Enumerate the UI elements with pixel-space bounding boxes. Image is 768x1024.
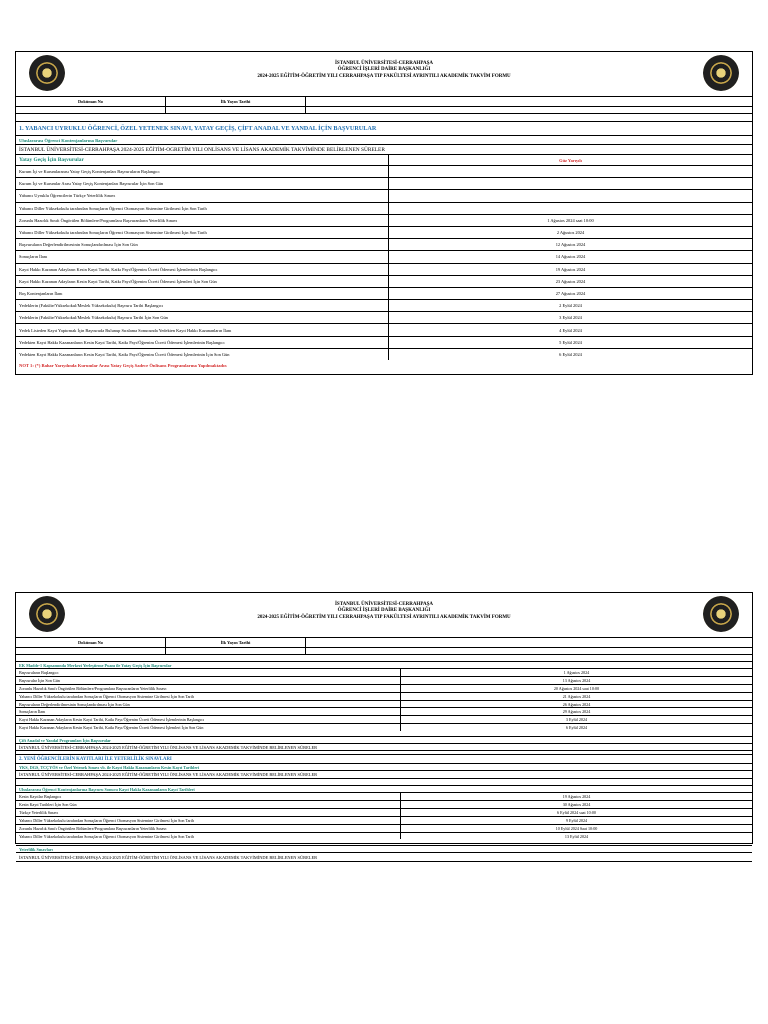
row-date: 19 Ağustos 2024 <box>555 266 586 272</box>
row-date: 14 Ağustos 2024 <box>555 254 586 260</box>
table-row <box>16 677 752 685</box>
table-row <box>16 166 752 178</box>
row-label: Kesin Kayıt Tarihleri İçin Son Gün <box>16 801 401 808</box>
row-label: Zorunlu Hazırlık Sınıfı Öngörülen Bölümlere/Programlara Başvuranların Yeterlilik Sınavı <box>16 685 401 692</box>
row-label: Başvuruların Başlangıcı <box>16 669 401 676</box>
table-row <box>16 203 752 215</box>
row-date <box>389 203 752 214</box>
table-row <box>16 349 752 360</box>
section-title: 1. YABANCI UYRUKLU ÖĞRENCİ, ÖZEL YETENEK SINAVI, YATAY GEÇİŞ, ÇİFT ANADAL VE YANDAL İÇİN BAŞVURULAR <box>16 122 752 136</box>
row-date: 6 Eylül 2024 <box>565 725 588 731</box>
row-label: Başvuruların Değerlendirilmesinin Sonuçlandırılması İçin Son Gün <box>16 701 401 708</box>
table-row <box>16 324 752 336</box>
table-row <box>16 833 752 840</box>
table-row <box>16 264 752 276</box>
table-row <box>16 288 752 300</box>
row-label: Yedekten Kayıt Hakkı Kazananların Kesin Kayıt Tarihi, Katkı Payı/Öğrenim Ücreti Ödemesi İşlemlerinin İçin Son Gün <box>16 349 389 360</box>
table-row <box>16 251 752 263</box>
row-label: Zorunlu Hazırlık Sınıfı Öngörülen Bölümlere/Programlara Başvuranların Yeterlilik Sınavı <box>16 825 401 832</box>
page-header <box>16 52 752 97</box>
row-date: 23 Ağustos 2024 <box>555 278 586 284</box>
row-label: Yedeklerin (Fakülte/Yüksekokul/Meslek Yüksekokulu) Başvuru Tarihi Başlangıcı <box>16 300 389 311</box>
row-label: Sonuçların İlanı <box>16 251 389 262</box>
header-title: İSTANBUL ÜNİVERSİTESİ-CERRAHPAŞA ÖĞRENCİ İŞLERİ DAİRE BAŞKANLIĞI 2024-2025 EĞİTİM-ÖĞRETİM YILI CERRAHPAŞA TIP FAKÜLTESİ AYRINTILI AKADEMİK TAKVİM FORMU <box>257 602 511 620</box>
row-date: 1 Ağustos 2024 saat 10:00 <box>547 217 594 223</box>
row-date <box>389 166 752 177</box>
row-date: 9 Eylül 2024 <box>565 817 588 823</box>
table-row <box>16 190 752 202</box>
row-label: Başvuruların Değerlendirilmesinin Sonuçlandırılması İçin Son Gün <box>16 239 389 250</box>
row-label: Kurum İçi ve Kurumlar Arası Yatay Geçiş Kontenjanları Başvurular İçin Son Gün <box>16 178 389 189</box>
doc-no-label: Doküman No <box>16 638 166 647</box>
reference-line: İSTANBUL ÜNİVERSİTESİ-CERRAHPAŞA 2024-2025 EĞİTİM-ÖĞRETİM YILI ÖNLİSANS VE LİSANS AKADEMİK TAKVİMİNDE BELİRLENEN SÜRELER <box>16 853 752 862</box>
table-row <box>16 693 752 701</box>
row-label: Yabancı Diller Yüksekokulu tarafından Sonuçların Öğrenci Otomasyon Sistemine Girilmesi İçin Son Tarih <box>16 693 401 700</box>
row-date: 3 Eylül 2024 <box>559 315 582 321</box>
section-title: 2. YENİ ÖĞRENCİLERİN KAYITLARI İLE YETERLİLİK SINAVLARI <box>16 755 752 764</box>
row-label: Yedekten Kayıt Hakkı Kazananların Kesin Kayıt Tarihi, Katkı Payı/Öğrenim Ücreti Ödemesi İşlemlerinin Başlangıcı <box>16 337 389 348</box>
page-1 <box>15 51 753 375</box>
row-label: Yedek Listeden Kayıt Yaptırmak İçin Başvuruda Bulunup Sıralama Sonucunda Yedekten Kayıt Hakkı Kazananların İlanı <box>16 324 389 335</box>
row-date: 2 Eylül 2024 <box>559 303 582 309</box>
row-date: 26 Ağustos 2024 <box>562 701 591 707</box>
row-label: Yedeklerin (Fakülte/Yüksekokul/Meslek Yüksekokulu) Başvuru Tarihi İçin Son Gün <box>16 312 389 323</box>
subsection-title: Yeterlilik Sınavları <box>16 846 752 853</box>
note-text: NOT 1: (*) Bahar Yarıyılında Kurumlar Arası Yatay Geçiş Sadece Önlisans Programlarına Yapılmaktadır. <box>19 363 228 368</box>
row-label: Kayıt Hakkı Kazanan Adayların Kesin Kayıt Tarihi, Katkı Payı/Öğrenim Ücreti Ödemesi İşlemleri İçin Son Gün <box>16 276 389 287</box>
row-label: Kesin Kayıtlar Başlangıcı <box>16 793 401 800</box>
reference-line: İSTANBUL ÜNİVERSİTESİ-CERRAHPAŞA 2024-2025 EĞİTİM-ÖĞRETİM YILI ÖNLİSANS VE LİSANS AKADEMİK TAKVİMİNDE BELİRLENEN SÜRELER <box>16 744 752 751</box>
row-label: Yabancı Diller Yüksekokulu tarafından Sonuçların Öğrenci Otomasyon Sistemine Girilmesi İçin Son Tarih <box>16 227 389 238</box>
row-date: 3 Eylül 2024 <box>565 717 588 723</box>
table-row <box>16 239 752 251</box>
doc-no-label: Doküman No <box>16 97 166 106</box>
row-label: Kurum İçi ve Kurumlararası Yatay Geçiş Kontenjanları Başvuruların Başlangıcı <box>16 166 389 177</box>
row-date: 6 Eylül 2024 saat 10:00 <box>557 809 596 815</box>
calendar-table <box>16 166 752 360</box>
row-label: Kayıt Hakkı Kazanan Adayların Kesin Kayıt Tarihi, Katkı Payı/Öğrenim Ücreti Ödemesi İşlemleri İçin Son Gün <box>16 724 401 731</box>
meta-row <box>16 638 752 648</box>
first-pub-label: İlk Yayın Tarihi <box>166 638 306 647</box>
row-label: Kayıt Hakkı Kazanan Adayların Kesin Kayıt Tarihi, Katkı Payı/Öğrenim Ücreti Ödemesi İşlemlerinin Başlangıcı <box>16 264 389 275</box>
table-row <box>16 312 752 324</box>
row-date: 5 Eylül 2024 <box>559 339 582 345</box>
table-row <box>16 178 752 190</box>
row-date: 19 Ağustos 2024 <box>562 794 591 800</box>
row-label: Yabancı Diller Yüksekokulu tarafından Sonuçların Öğrenci Otomasyon Sistemine Girilmesi İçin Son Tarih <box>16 817 401 824</box>
table-row <box>16 809 752 817</box>
row-date: 4 Eylül 2024 <box>559 327 582 333</box>
row-date: 2 Ağustos 2024 <box>556 230 585 236</box>
row-date: 27 Ağustos 2024 <box>555 290 586 296</box>
row-date: 13 Eylül 2024 <box>564 833 589 839</box>
page-header <box>16 593 752 638</box>
subsection-title: YKS, DGS, TCÇYÖS ve Özel Yetenek Sınavı vb. ile Kayıt Hakkı Kazananların Kesin Kayıt Tarihleri <box>16 764 752 771</box>
subsection-title: Çift Anadal ve Yandal Programları İçin Başvurular <box>16 737 752 744</box>
calendar-table <box>16 669 752 731</box>
table-row <box>16 685 752 693</box>
row-date <box>389 190 752 201</box>
table-row <box>16 300 752 312</box>
header-title: İSTANBUL ÜNİVERSİTESİ-CERRAHPAŞA ÖĞRENCİ İŞLERİ DAİRE BAŞKANLIĞI 2024-2025 EĞİTİM-ÖĞRETİM YILI CERRAHPAŞA TIP FAKÜLTESİ AYRINTILI AKADEMİK TAKVİM FORMU <box>257 61 511 79</box>
table-row <box>16 724 752 731</box>
calendar-table <box>16 793 752 839</box>
table-row <box>16 337 752 349</box>
row-date: 21 Ağustos 2024 <box>562 693 591 699</box>
row-date: 20 Ağustos 2024 saat 10:00 <box>553 685 600 691</box>
university-seal-icon <box>703 596 739 632</box>
reference-line: İSTANBUL ÜNİVERSİTESİ-CERRAHPAŞA 2024-2025 EĞİTİM-OGRETİM YILI ONLİSANS VE LİSANS AKADEMİK TAKVİMİNDE BELİRLENEN SÜRELER <box>16 145 752 155</box>
row-date <box>389 178 752 189</box>
page-2 <box>15 592 753 860</box>
table-row <box>16 276 752 288</box>
row-label: Boş Kontenjanların İlanı <box>16 288 389 299</box>
table-header-row: Yatay Geçiş İçin Başvurular Güz Yarıyılı <box>16 155 752 166</box>
table-row <box>16 708 752 716</box>
table-row <box>16 793 752 801</box>
row-label: Yabancı Uyruklu Öğrencilerin Türkçe Yeterlilik Sınavı <box>16 190 389 201</box>
table-row <box>16 669 752 677</box>
row-label: Zorunlu Hazırlık Sınıfı Öngörülen Bölümlere/Programlara Başvuranların Yeterlilik Sınavı <box>16 215 389 226</box>
row-label: Başvurular İçin Son Gün <box>16 677 401 684</box>
row-date: 30 Ağustos 2024 <box>562 801 591 807</box>
reference-line: İSTANBUL ÜNİVERSİTESİ-CERRAHPAŞA 2024-2025 EĞİTİM-ÖĞRETİM YILI ÖNLİSANS VE LİSANS AKADEMİK TAKVİMİNDE BELİRLENEN SÜRELER <box>16 771 752 779</box>
university-seal-icon <box>703 55 739 91</box>
row-label: Sonuçların İlanı <box>16 708 401 715</box>
meta-row <box>16 97 752 107</box>
row-date: 10 Eylül 2024 Saat 10:00 <box>555 825 598 831</box>
table-row <box>16 701 752 709</box>
subsection-title: EK Madde-1 Kapsamında Merkezi Yerleştirme Puanı ile Yatay Geçiş İçin Başvurular <box>16 662 752 669</box>
row-label: Yabancı Diller Yüksekokulu tarafından Sonuçların Öğrenci Otomasyon Sistemine Girilmesi İçin Son Tarih <box>16 203 389 214</box>
table-row <box>16 716 752 724</box>
table-row <box>16 817 752 825</box>
table-row <box>16 215 752 227</box>
row-date: 1 Ağustos 2024 <box>563 669 590 675</box>
row-date: 13 Ağustos 2024 <box>562 677 591 683</box>
table-row <box>16 825 752 833</box>
table-row <box>16 227 752 239</box>
row-date: 6 Eylül 2024 <box>559 351 582 357</box>
row-label: Türkçe Yeterlilik Sınavı <box>16 809 401 816</box>
first-pub-label: İlk Yayın Tarihi <box>166 97 306 106</box>
row-date: 12 Ağustos 2024 <box>555 242 586 248</box>
subsection-title: Uluslararası Öğrenci Kontenjanlarına Başvuru Sonucu Kayıt Hakkı Kazananların Kayıt Tarihleri <box>16 786 752 793</box>
row-label: Yabancı Diller Yüksekokulu tarafından Sonuçların Öğrenci Otomasyon Sistemine Girilmesi İçin Son Tarih <box>16 833 401 840</box>
subsection-title: Uluslararası Öğrenci Kontenjanlarına Başvurular <box>16 136 752 145</box>
row-date: 29 Ağustos 2024 <box>562 709 591 715</box>
row-label: Kayıt Hakkı Kazanan Adayların Kesin Kayıt Tarihi, Katkı Payı/Öğrenim Ücreti Ödemesi İşlemlerinin Başlangıcı <box>16 716 401 723</box>
table-row <box>16 801 752 809</box>
